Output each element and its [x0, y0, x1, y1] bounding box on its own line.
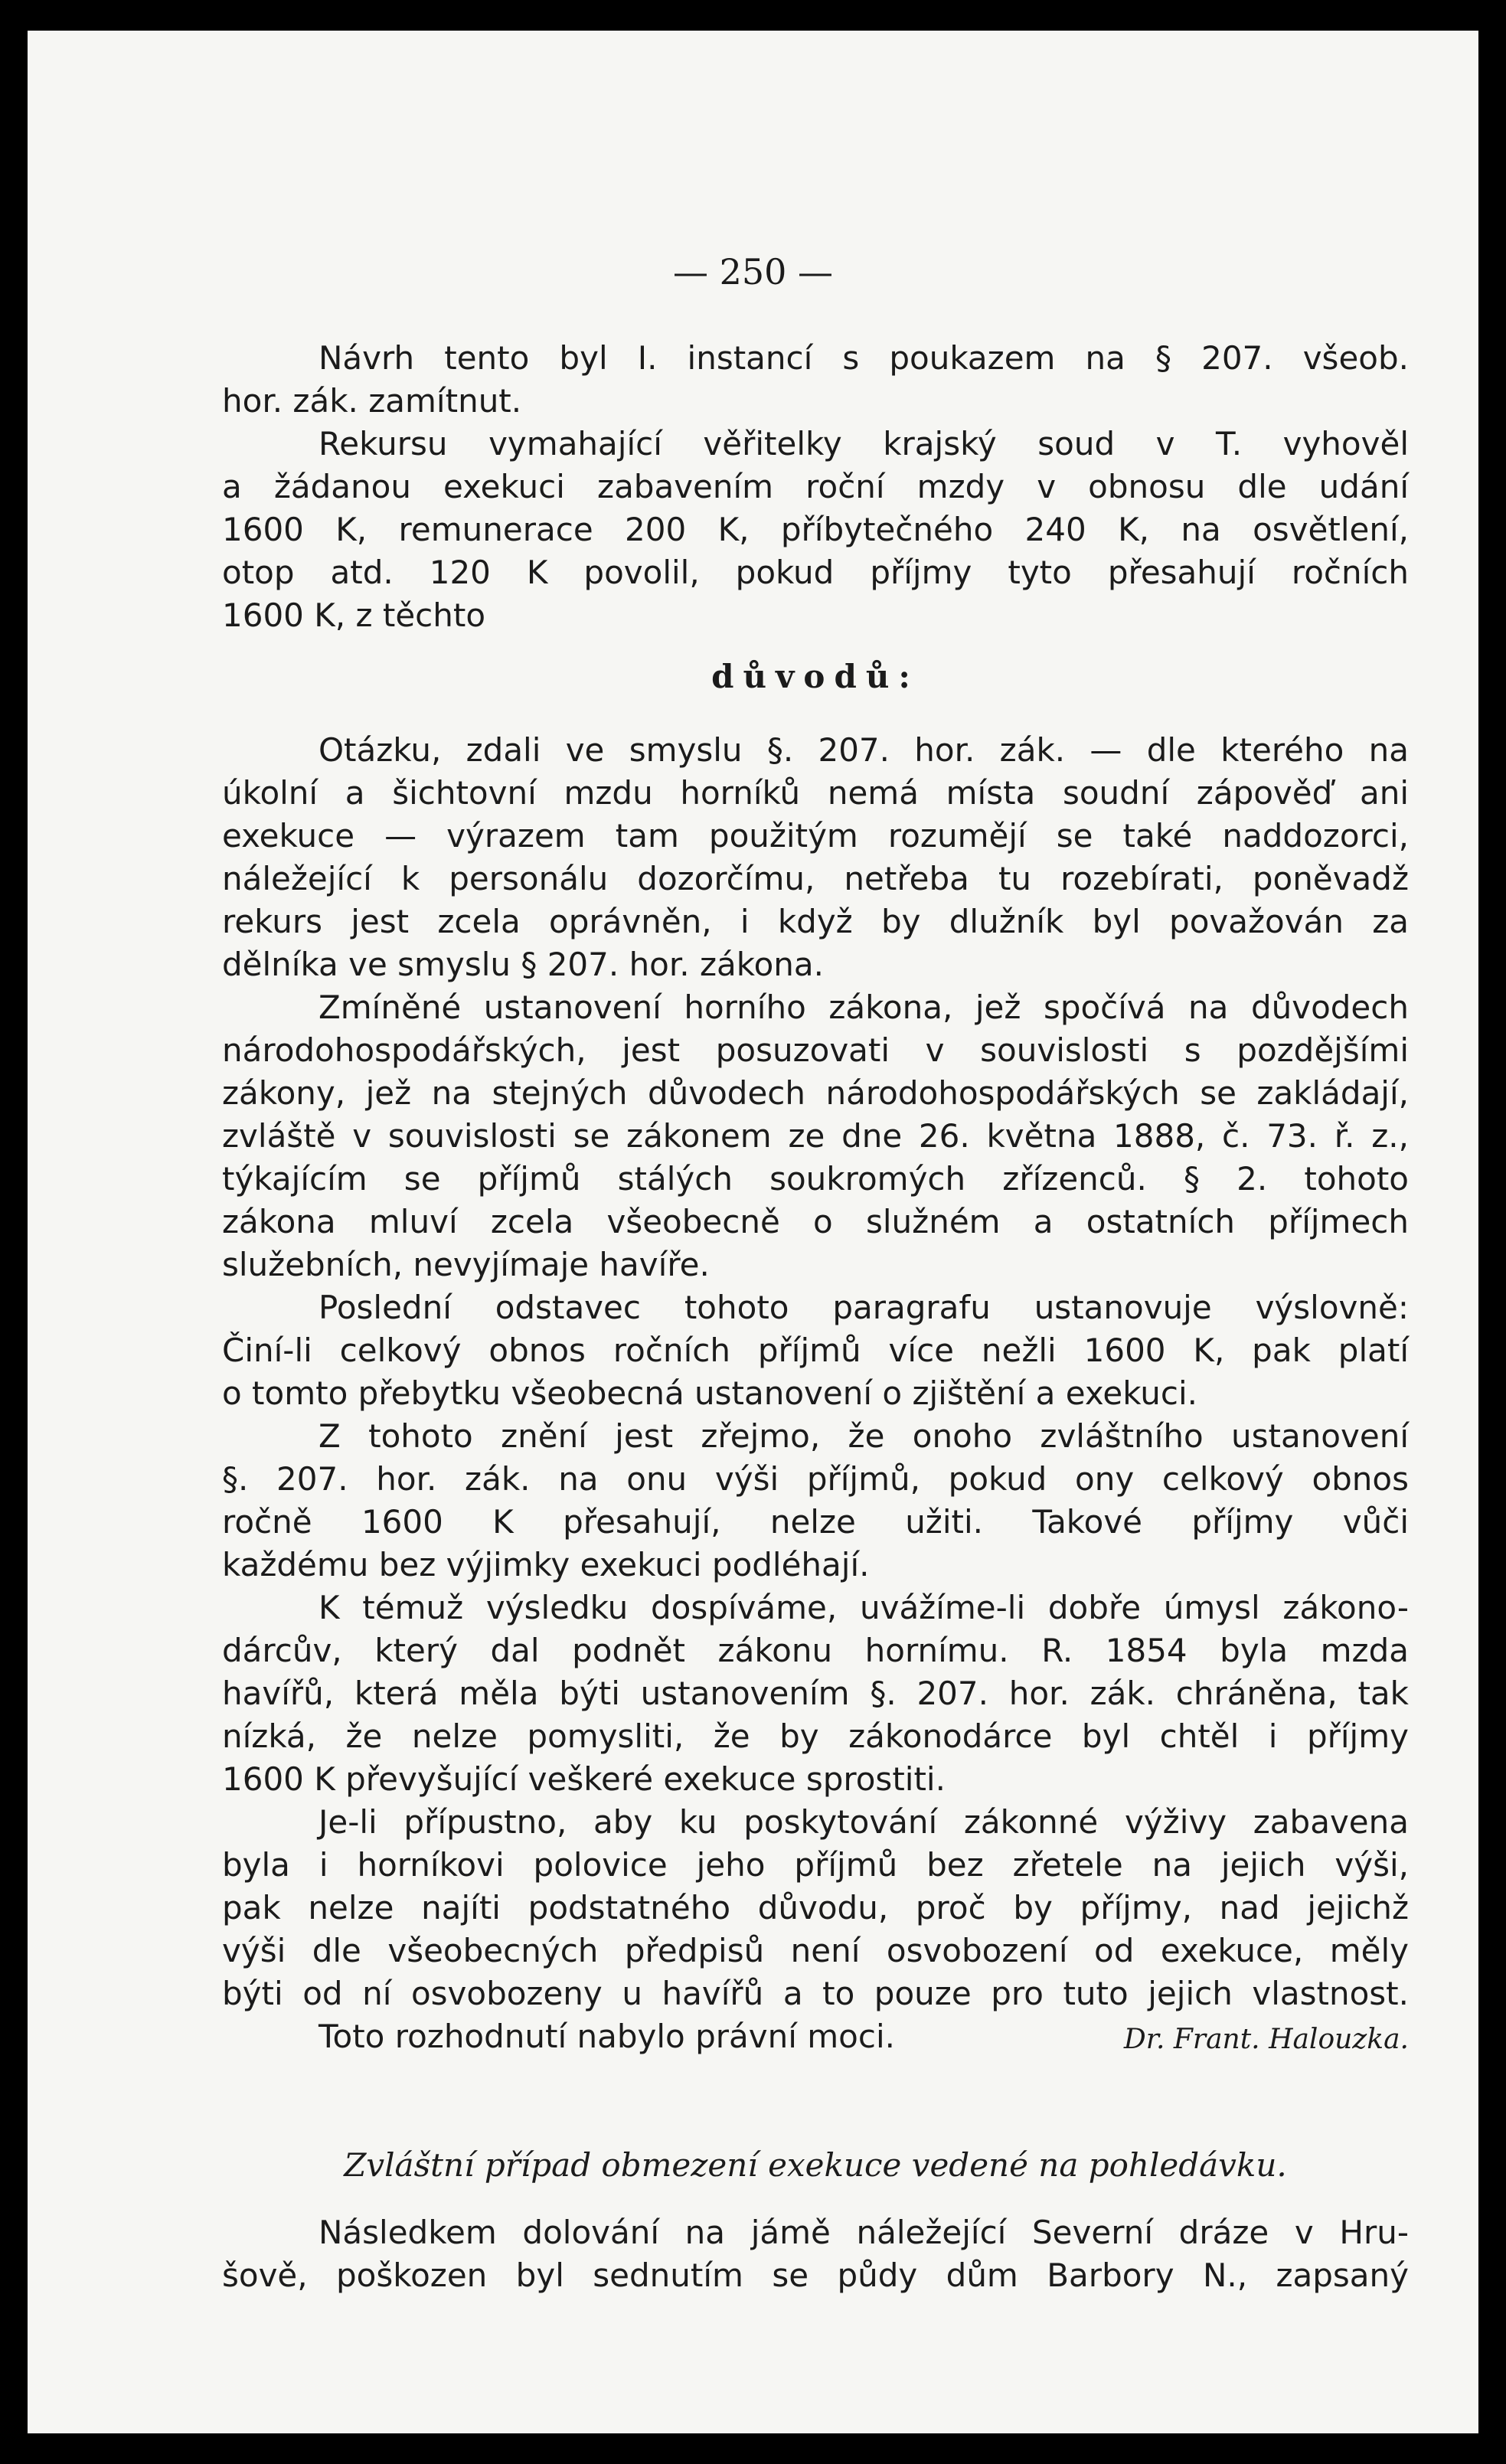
closing-line	[222, 2015, 1409, 2058]
closing-text: Toto rozhodnutí nabylo právní moci.	[319, 2018, 895, 2055]
text-line: Z tohoto znění jest zřejmo, že onoho zvláštního ustanovení	[319, 1417, 1409, 1455]
text-line: havířů, která měla býti ustanovením §. 207. hor. zák. chráněna, tak	[222, 1675, 1409, 1712]
text-line: byla i horníkovi polovice jeho příjmů bez zřetele na jejich výši,	[222, 1846, 1409, 1884]
document-page	[28, 31, 1478, 2433]
text-line: o tomto přebytku všeobecná ustanovení o zjištění a exekuci.	[222, 1374, 1198, 1412]
text-line: 1600 K, remunerace 200 K, příbytečného 240 K, na osvětlení,	[222, 511, 1409, 548]
text-line: §. 207. hor. zák. na onu výši příjmů, pokud ony celkový obnos	[222, 1460, 1409, 1498]
text-line: služebních, nevyjímaje havíře.	[222, 1246, 710, 1283]
text-line: úkolní a šichtovní mzdu horníků nemá místa soudní zápověď ani	[222, 774, 1409, 812]
text-line: dárcův, který dal podnět zákonu hornímu. R. 1854 byla mzda	[222, 1632, 1409, 1669]
text-line: výši dle všeobecných předpisů není osvobození od exekuce, měly	[222, 1932, 1409, 1969]
page-number: — 250 —	[672, 251, 834, 292]
text-line: exekuce — výrazem tam použitým rozumějí se také naddozorci,	[222, 817, 1409, 855]
text-line: Je-li přípustno, aby ku poskytování zákonné výživy zabavena	[319, 1803, 1409, 1841]
text-line: Zmíněné ustanovení horního zákona, jež spočívá na důvodech	[319, 989, 1409, 1026]
text-line: býti od ní osvobozeny u havířů a to pouze pro tuto jejich vlastnost.	[222, 1975, 1409, 2012]
text-line: každému bez výjimky exekuci podléhají.	[222, 1546, 870, 1583]
text-line: hor. zák. zamítnut.	[222, 382, 522, 420]
text-line: Návrh tento byl I. instancí s poukazem na § 207. všeob.	[319, 339, 1409, 377]
text-line: K témuž výsledku dospíváme, uvážíme-li dobře úmysl zákono-	[319, 1589, 1409, 1626]
text-line: a žádanou exekuci zabavením roční mzdy v obnosu dle udání	[222, 468, 1409, 505]
text-line: nízká, že nelze pomysliti, že by zákonodárce byl chtěl i příjmy	[222, 1717, 1409, 1755]
text-line: rekurs jest zcela oprávněn, i když by dlužník byl považován za	[222, 903, 1409, 940]
text-line: Činí-li celkový obnos ročních příjmů více nežli 1600 K, pak platí	[222, 1332, 1409, 1369]
text-line: náležející k personálu dozorčímu, netřeba tu rozebírati, poněvadž	[222, 860, 1409, 897]
text-line: zákony, jež na stejných důvodech národohospodářských se zakládají,	[222, 1074, 1409, 1112]
text-line: otop atd. 120 K povolil, pokud příjmy tyto přesahují ročních	[222, 554, 1409, 591]
section-heading: důvodů:	[711, 658, 920, 695]
text-line: 1600 K, z těchto	[222, 596, 486, 634]
text-line: národohospodářských, jest posuzovati v souvislosti s pozdějšími	[222, 1031, 1409, 1069]
text-line: zvláště v souvislosti se zákonem ze dne 26. května 1888, č. 73. ř. z.,	[222, 1117, 1409, 1155]
text-line: Následkem dolování na jámě náležející Severní dráze v Hru-	[319, 2214, 1409, 2251]
signature: Dr. Frant. Halouzka.	[1123, 2024, 1409, 2055]
text-line: ročně 1600 K přesahují, nelze užiti. Takové příjmy vůči	[222, 1503, 1409, 1541]
text-line: Poslední odstavec tohoto paragrafu ustanovuje výslovně:	[319, 1289, 1409, 1326]
text-line: šově, poškozen byl sednutím se půdy dům Barbory N., zapsaný	[222, 2256, 1409, 2294]
text-line: zákona mluví zcela všeobecně o služném a ostatních příjmech	[222, 1203, 1409, 1240]
section-title: Zvláštní případ obmezení exekuce vedené na pohledávku.	[344, 2146, 1287, 2184]
text-line: Otázku, zdali ve smyslu §. 207. hor. zák. — dle kterého na	[319, 731, 1409, 769]
text-line: týkajícím se příjmů stálých soukromých zřízenců. § 2. tohoto	[222, 1160, 1409, 1198]
text-line: 1600 K převyšující veškeré exekuce sprostiti.	[222, 1760, 946, 1798]
text-line: Rekursu vymahající věřitelky krajský soud v T. vyhověl	[319, 425, 1409, 462]
text-line: pak nelze najíti podstatného důvodu, proč by příjmy, nad jejichž	[222, 1889, 1409, 1926]
text-line: dělníka ve smyslu § 207. hor. zákona.	[222, 946, 825, 983]
